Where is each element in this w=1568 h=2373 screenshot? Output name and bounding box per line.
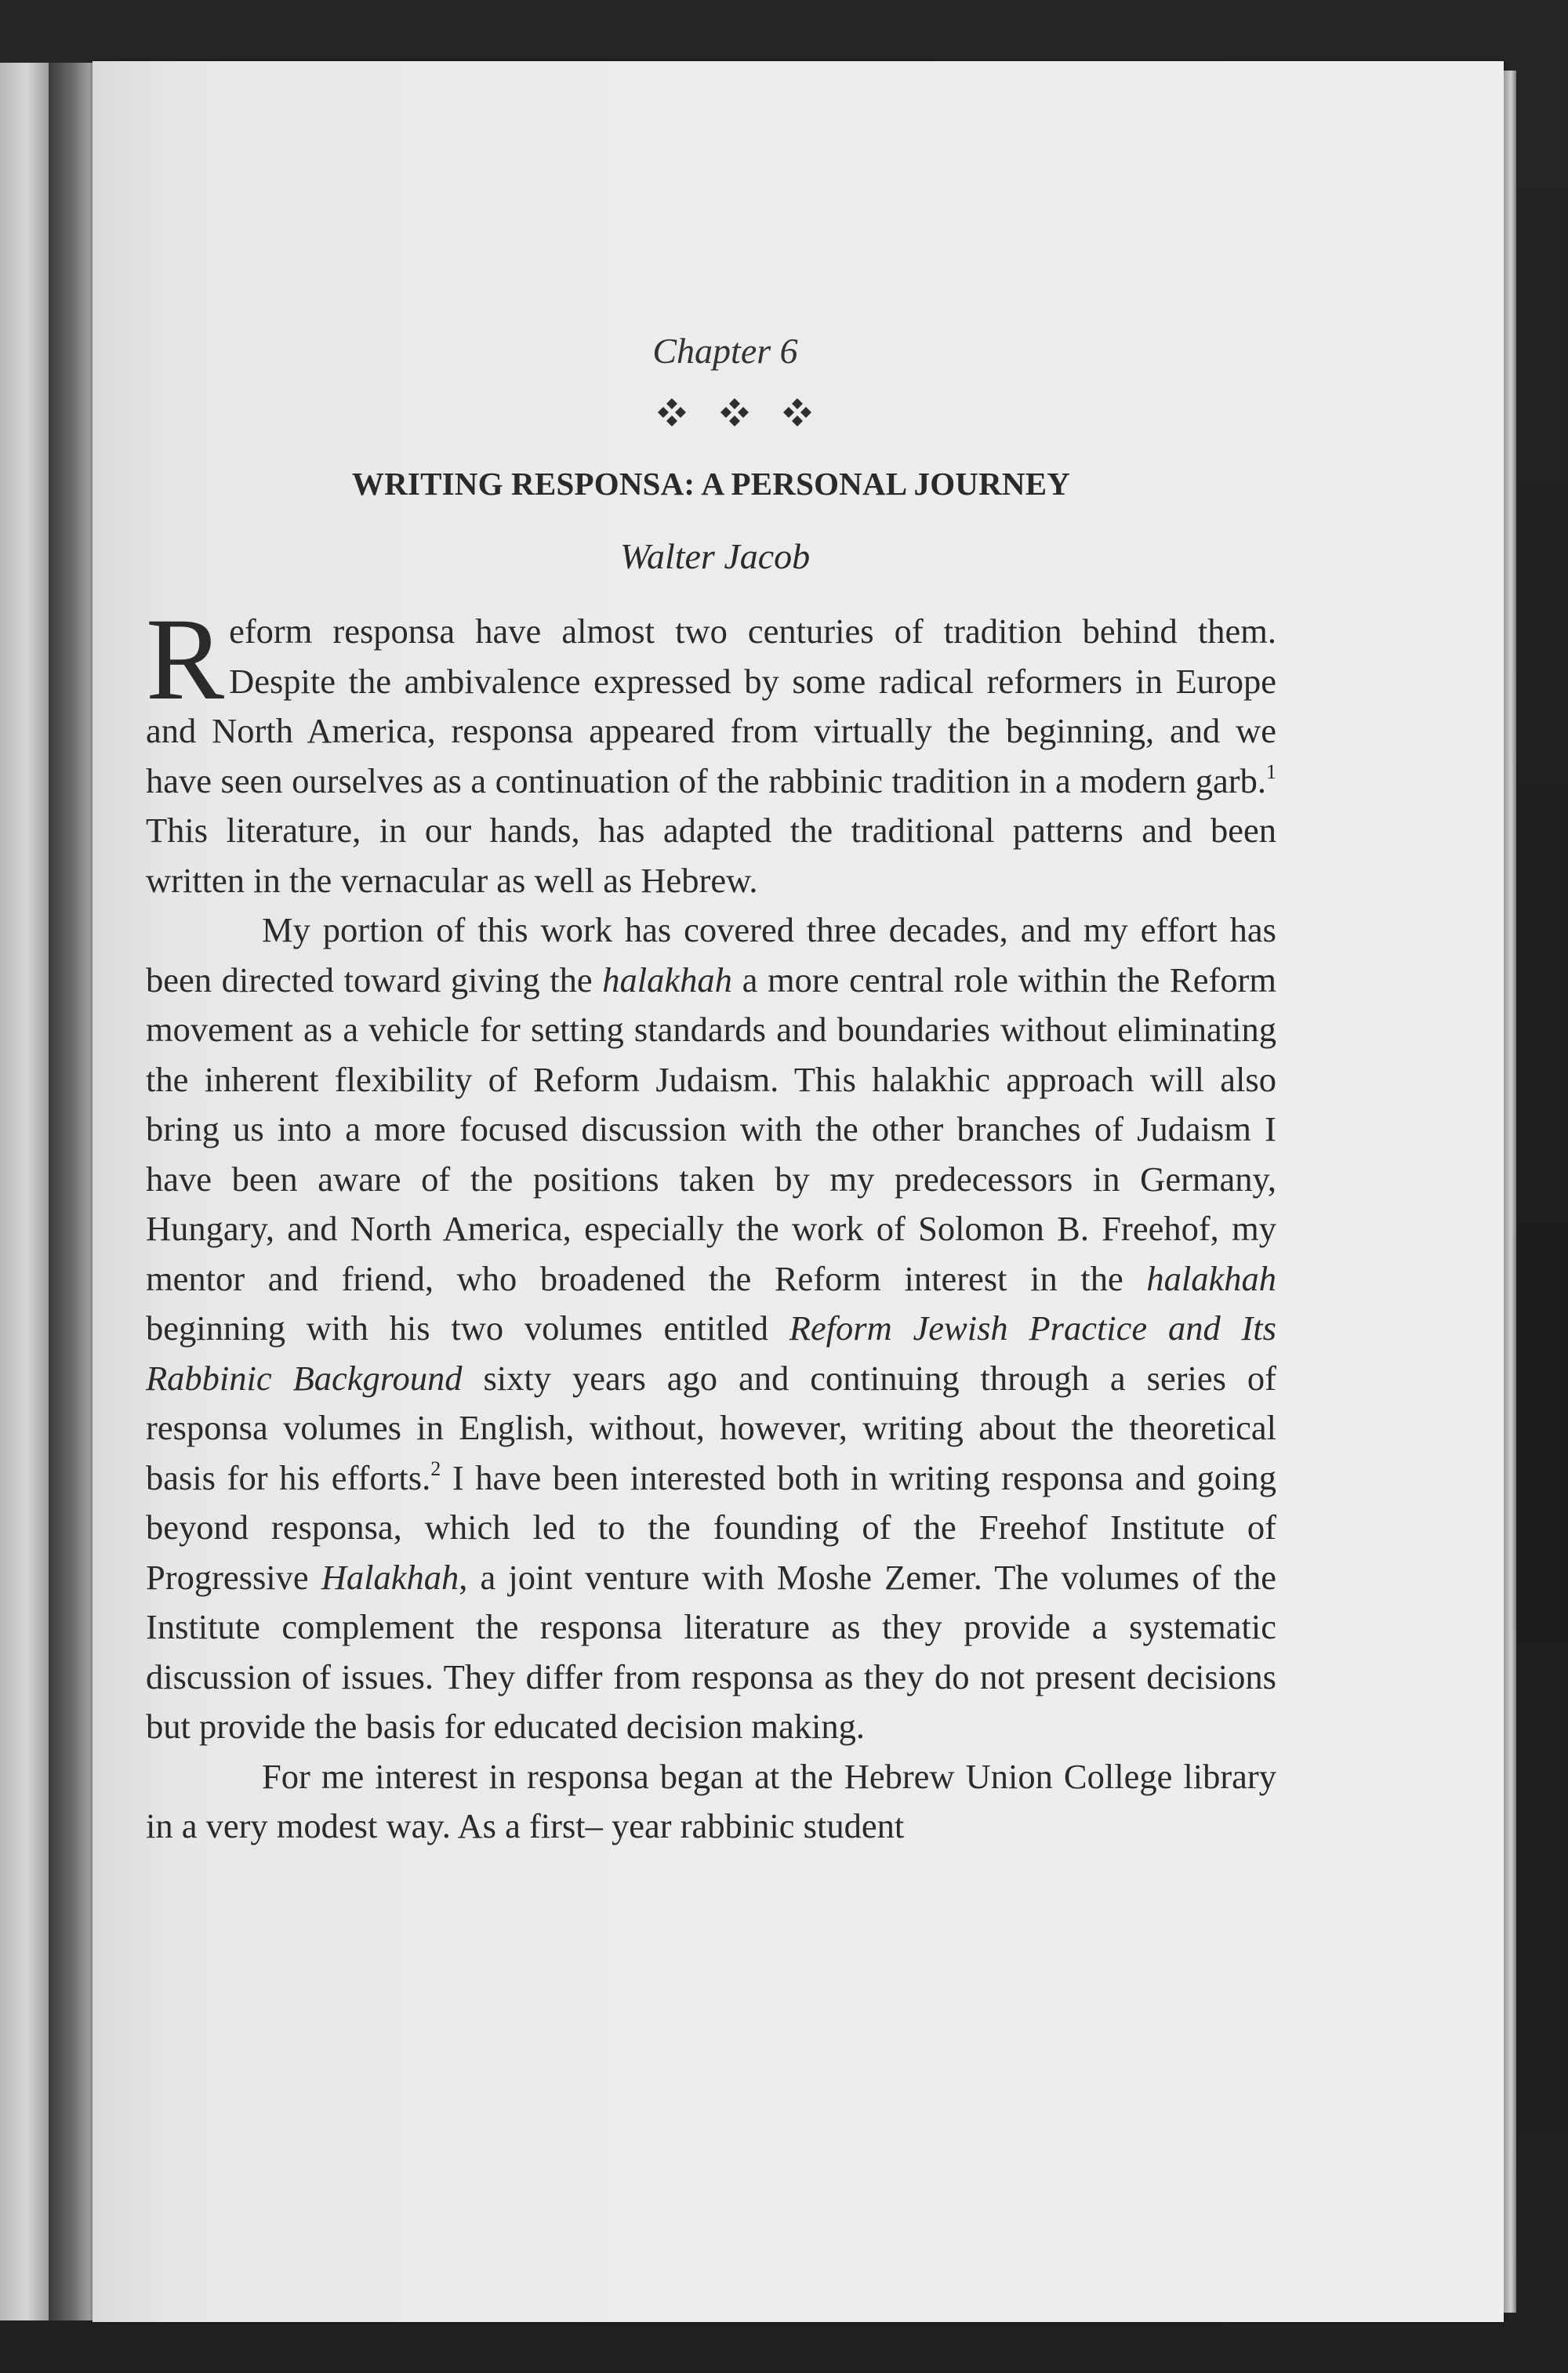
paragraph-1-text-b: This literature, in our hands, has adapted the traditional patterns and been written in the vernacular as well as Hebrew. [146, 811, 1276, 900]
paragraph-2-segment-6: , a joint venture with Moshe Zemer. The volumes of the Institute complement the responsa literature as they provide a systematic discussion of issues. They differ from responsa as they do not present decisions but provide the basis for educated decision making. [146, 1557, 1276, 1746]
article-body [146, 594, 1276, 1852]
paragraph-3 [146, 1752, 1276, 1852]
facing-page-edge [0, 63, 49, 2320]
footnote-marker-1[interactable]: 1 [1266, 760, 1276, 783]
footnote-marker-2[interactable]: 2 [430, 1457, 441, 1480]
paragraph-2-segment-5: I have been interested both in writing responsa and going beyond responsa, which led to the founding of the Freehof Institute of Progressive [146, 1457, 1276, 1597]
chapter-label: Chapter 6 [652, 331, 798, 371]
drop-cap: R [146, 594, 225, 724]
four-diamond-ornament-icon [719, 397, 750, 428]
paragraph-2 [146, 905, 1276, 1752]
book-title: Reform Jewish Practice and Its Rabbinic Background [146, 1308, 1276, 1398]
paragraph-1 [146, 594, 1276, 905]
article-title: WRITING RESPONSA: A PERSONAL JOURNEY [351, 466, 1071, 502]
four-diamond-ornament-icon [656, 397, 688, 428]
paragraph-2-segment-1: My portion of this work has covered three decades, and my effort has been directed toward giving the [146, 910, 1276, 1000]
article-author: Walter Jacob [619, 536, 811, 576]
term-halakhah-2: halakhah [1146, 1258, 1276, 1298]
page-content [146, 328, 1276, 1852]
paragraph-3-text: For me interest in responsa began at the Hebrew Union College library in a very modest way. As a first– year rabbinic student [146, 1756, 1276, 1845]
section-ornaments [146, 397, 1276, 436]
paragraph-1-text-a: eform responsa have almost two centuries of tradition behind them. Despite the ambivalence expressed by some radical reformers in Europe and North America, responsa appeared from virtually the beginning, and we have seen ourselves as a continuation of the rabbinic tradition in a modern garb. [146, 611, 1276, 800]
paragraph-2-segment-4: sixty years ago and continuing through a series of responsa volumes in English, without, however, writing about the theoretical basis for his efforts. [146, 1358, 1276, 1497]
paragraph-2-segment-2: a more central role within the Reform movement as a vehicle for setting standards and boundaries without eliminating the inherent flexibility of Reform Judaism. This halakhic approach will also bring us into a more focused discussion with the other branches of Judaism I have been aware of the positions taken by my predecessors in Germany, Hungary, and North America, especially the work of Solomon B. Freehof, my mentor and friend, who broadened the Reform interest in the [146, 960, 1276, 1298]
page-stack-edge [1504, 71, 1516, 2313]
term-halakhah-1: halakhah [602, 960, 732, 1000]
term-halakhah-3: Halakhah [321, 1557, 459, 1597]
paragraph-2-segment-3: beginning with his two volumes entitled [146, 1308, 789, 1348]
four-diamond-ornament-icon [782, 397, 813, 428]
